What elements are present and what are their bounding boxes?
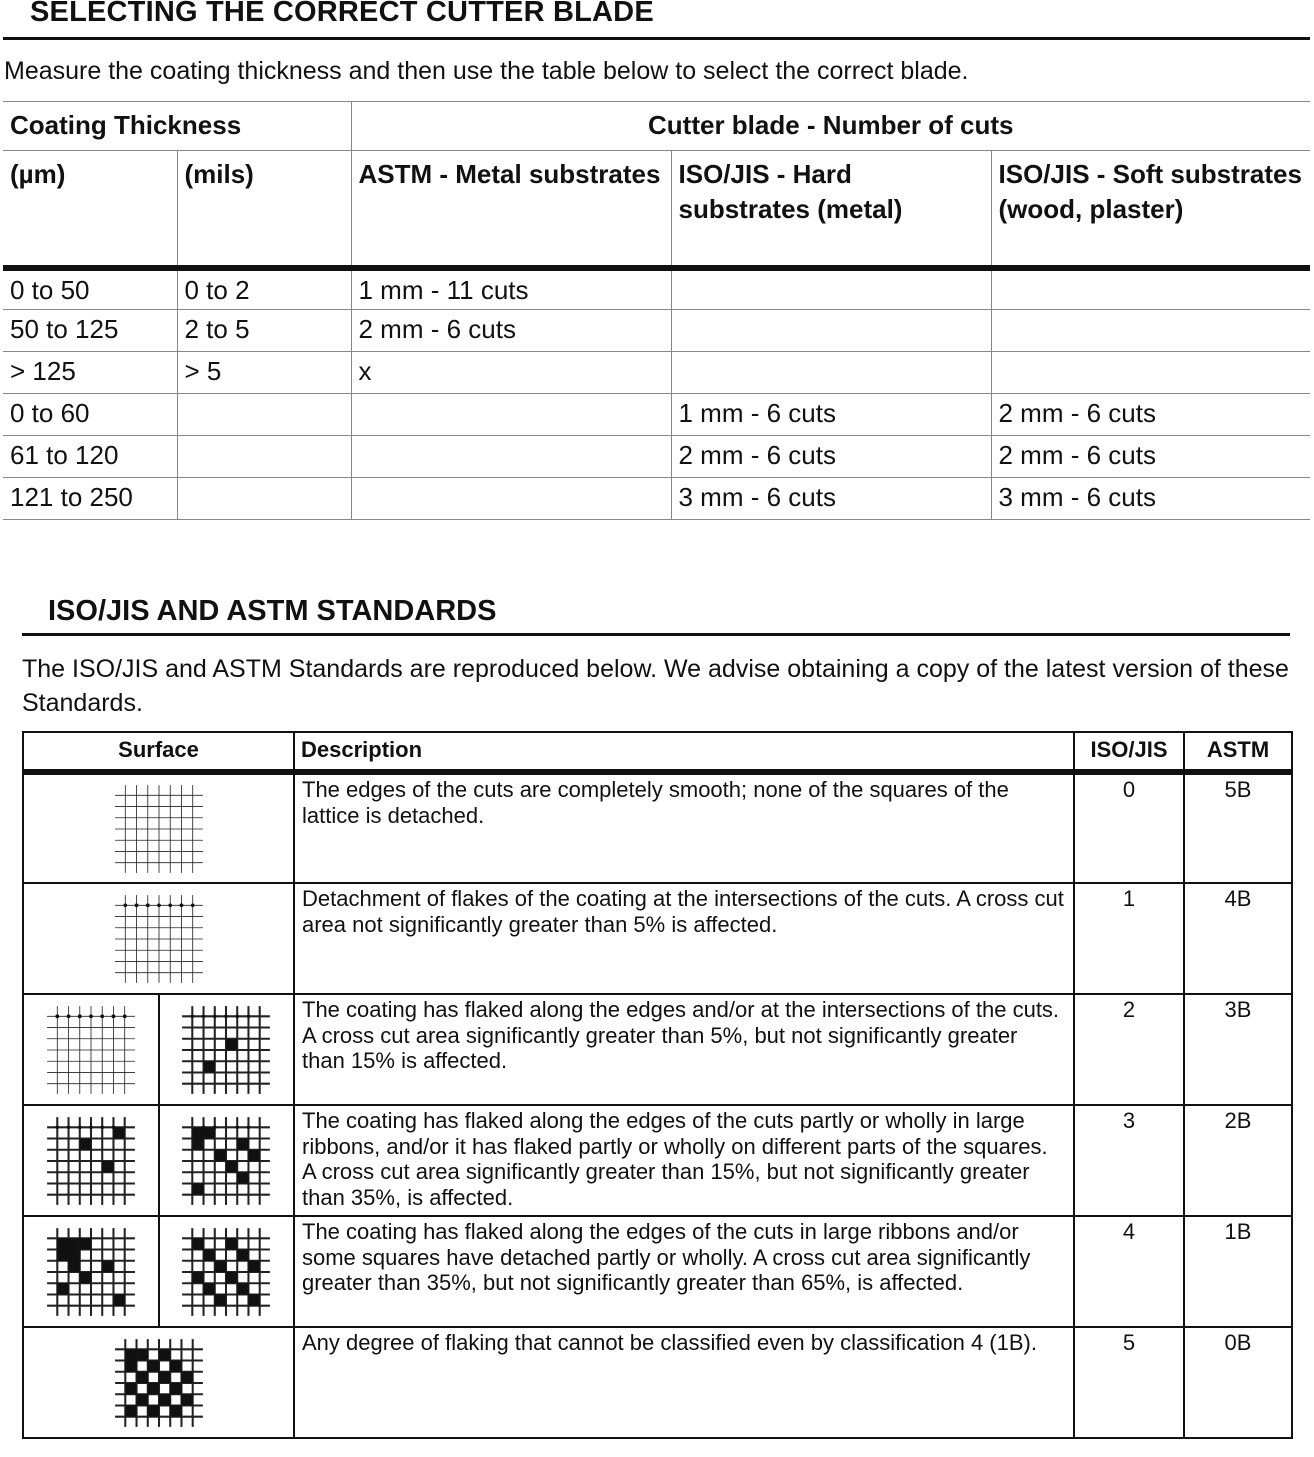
flaked-square <box>68 1249 79 1260</box>
table-row <box>23 1216 1292 1327</box>
table-row <box>3 310 1310 352</box>
flaked-square <box>57 1283 68 1294</box>
flaked-square <box>181 1371 192 1382</box>
flaked-square <box>68 1260 79 1271</box>
flake-dot <box>213 1014 217 1018</box>
table-cell <box>991 310 1310 352</box>
table-cell: 0 to 2 <box>177 268 351 310</box>
astm-cell: 4B <box>1184 883 1292 994</box>
table-cell <box>671 352 991 394</box>
flake-dot <box>213 1125 217 1129</box>
flake-dot <box>55 1014 59 1018</box>
astm-cell: 0B <box>1184 1327 1292 1438</box>
table-cell: 3 mm - 6 cuts <box>671 478 991 520</box>
table-cell <box>177 478 351 520</box>
description-cell: The coating has flaked along the edges of the cuts partly or wholly in large ribbons, and/or it has flaked partly or wholly on different parts of the squares. A cross cut area significantly greater than 15%, but not significantly greater than 35%, is affected. <box>294 1105 1074 1216</box>
flaked-square <box>125 1405 136 1416</box>
flaked-square <box>170 1383 181 1394</box>
col-header-mils: (mils) <box>177 151 351 268</box>
table-cell <box>177 436 351 478</box>
table-cell <box>351 394 671 436</box>
flake-dot <box>55 1125 59 1129</box>
flaked-square <box>193 1183 204 1194</box>
table-cell <box>351 478 671 520</box>
flake-dot <box>89 1014 93 1018</box>
flaked-square <box>193 1272 204 1283</box>
flake-dot <box>123 903 127 907</box>
table-row <box>23 772 1292 883</box>
flaked-square <box>80 1238 91 1249</box>
flaked-square <box>237 1249 248 1260</box>
flaked-square <box>226 1238 237 1249</box>
table-row <box>3 394 1310 436</box>
flake-dot <box>78 1125 82 1129</box>
flaked-square <box>159 1349 170 1360</box>
flake-dot <box>111 1125 115 1129</box>
cutter-blade-table <box>3 101 1310 520</box>
flake-dot <box>236 1125 240 1129</box>
lattice-clean-icon <box>111 781 207 877</box>
flake-dot <box>191 1014 195 1018</box>
surface-cell <box>23 883 294 994</box>
flaked-square <box>159 1371 170 1382</box>
table-cell <box>177 394 351 436</box>
astm-cell: 3B <box>1184 994 1292 1105</box>
col-header-iso-hard: ISO/JIS - Hard substrates (metal) <box>671 151 991 268</box>
table-cell <box>991 268 1310 310</box>
flaked-square <box>159 1394 170 1405</box>
table-cell: 0 to 50 <box>3 268 177 310</box>
surface-cell <box>23 1327 294 1438</box>
flaked-square <box>226 1038 237 1049</box>
surface-cell <box>23 1105 294 1216</box>
flaked-square <box>125 1383 136 1394</box>
col-header-description: Description <box>294 732 1074 772</box>
flaked-square <box>193 1238 204 1249</box>
flake-dot <box>179 903 183 907</box>
flake-dot <box>78 1014 82 1018</box>
astm-cell: 1B <box>1184 1216 1292 1327</box>
flake-dot <box>134 903 138 907</box>
surface-cell <box>23 772 294 883</box>
table-cell: 61 to 120 <box>3 436 177 478</box>
flaked-square <box>57 1249 68 1260</box>
table-cell: 2 mm - 6 cuts <box>991 436 1310 478</box>
table-cell: 1 mm - 11 cuts <box>351 268 671 310</box>
coating-thickness-header: Coating Thickness <box>3 102 351 151</box>
flake-dot <box>89 1125 93 1129</box>
description-cell: The coating has flaked along the edges and/or at the intersections of the cuts. A cross cut area significantly greater than 5%, but not significantly greater than 15% is affected. <box>294 994 1074 1105</box>
flaked-square <box>125 1360 136 1371</box>
flake-dot <box>168 903 172 907</box>
standards-divider <box>22 633 1290 636</box>
standards-header-row <box>23 732 1292 772</box>
flaked-square <box>249 1260 260 1271</box>
iso-cell: 2 <box>1074 994 1184 1105</box>
flaked-square <box>237 1138 248 1149</box>
flaked-square <box>125 1349 136 1360</box>
flake-dot <box>66 1014 70 1018</box>
flake-dot <box>236 1014 240 1018</box>
table-cell: 2 mm - 6 cuts <box>991 394 1310 436</box>
surface-cell <box>23 994 294 1105</box>
flake-dot <box>66 1125 70 1129</box>
flaked-square <box>80 1138 91 1149</box>
flaked-square <box>215 1149 226 1160</box>
description-cell: The edges of the cuts are completely smooth; none of the squares of the lattice is detached. <box>294 772 1074 883</box>
iso-cell: 4 <box>1074 1216 1184 1327</box>
flaked-square <box>136 1394 147 1405</box>
flaked-square <box>204 1249 215 1260</box>
flaked-square <box>215 1260 226 1271</box>
table-row <box>3 436 1310 478</box>
surface-cell <box>23 1216 294 1327</box>
flaked-square <box>147 1405 158 1416</box>
flaked-square <box>80 1272 91 1283</box>
description-cell: Any degree of flaking that cannot be classified even by classification 4 (1B). <box>294 1327 1074 1438</box>
table-cell <box>671 268 991 310</box>
flaked-square <box>237 1172 248 1183</box>
cutter-blade-header: Cutter blade - Number of cuts <box>351 102 1310 151</box>
astm-cell: 2B <box>1184 1105 1292 1216</box>
flake-dot <box>111 1014 115 1018</box>
table-cell: 0 to 60 <box>3 394 177 436</box>
col-header-iso-jis: ISO/JIS <box>1074 732 1184 772</box>
table-cell: 1 mm - 6 cuts <box>671 394 991 436</box>
flake-dot <box>224 1014 228 1018</box>
table-cell <box>351 436 671 478</box>
lattice-detached-squares-icon <box>178 1224 274 1320</box>
table-row <box>23 1327 1292 1438</box>
section-title-cutter-blade: SELECTING THE CORRECT CUTTER BLADE <box>30 0 654 28</box>
flaked-square <box>136 1349 147 1360</box>
lattice-severe-flaking-icon <box>111 1335 207 1431</box>
table-row <box>3 478 1310 520</box>
standards-intro: The ISO/JIS and ASTM Standards are reproduced below. We advise obtaining a copy of the latest version of these Standards. <box>22 655 1289 717</box>
flaked-square <box>249 1294 260 1305</box>
flaked-square <box>204 1061 215 1072</box>
table-cell <box>671 310 991 352</box>
cutter-blade-intro: Measure the coating thickness and then use the table below to select the correct blade. <box>4 57 969 85</box>
flaked-square <box>226 1161 237 1172</box>
description-cell: The coating has flaked along the edges of the cuts in large ribbons and/or some squares have detached partly or wholly. A cross cut area significantly greater than 35%, but not significantly greater than 65%, is affected. <box>294 1216 1074 1327</box>
table-row <box>23 1105 1292 1216</box>
flaked-square <box>102 1161 113 1172</box>
lattice-partial-squares-icon <box>178 1113 274 1209</box>
astm-cell: 5B <box>1184 772 1292 883</box>
col-header-um: (µm) <box>3 151 177 268</box>
flaked-square <box>226 1272 237 1283</box>
iso-cell: 3 <box>1074 1105 1184 1216</box>
col-header-astm: ASTM <box>1184 732 1292 772</box>
flake-dot <box>157 903 161 907</box>
col-header-surface: Surface <box>23 732 294 772</box>
flake-dot <box>145 903 149 907</box>
flaked-square <box>68 1238 79 1249</box>
flaked-square <box>102 1260 113 1271</box>
lattice-heavy-flaking-icon <box>43 1224 139 1320</box>
flake-dot <box>202 1125 206 1129</box>
flaked-square <box>147 1360 158 1371</box>
blade-group-header-row <box>3 102 1310 151</box>
flake-dot <box>100 1125 104 1129</box>
table-row <box>3 268 1310 310</box>
flaked-square <box>237 1283 248 1294</box>
lattice-ribbon-flaking-icon <box>43 1113 139 1209</box>
flake-dot <box>202 1014 206 1018</box>
flaked-square <box>136 1371 147 1382</box>
flake-dot <box>247 1014 251 1018</box>
table-row <box>3 352 1310 394</box>
flaked-square <box>215 1294 226 1305</box>
iso-cell: 0 <box>1074 772 1184 883</box>
flaked-square <box>193 1127 204 1138</box>
flaked-square <box>170 1405 181 1416</box>
lattice-edge-flaking-icon <box>43 1002 139 1098</box>
flaked-square <box>57 1238 68 1249</box>
table-row <box>23 994 1292 1105</box>
flake-dot <box>100 1014 104 1018</box>
col-header-astm-metal: ASTM - Metal substrates <box>351 151 671 268</box>
table-cell: > 125 <box>3 352 177 394</box>
table-cell: 2 mm - 6 cuts <box>671 436 991 478</box>
flake-dot <box>190 903 194 907</box>
table-cell: > 5 <box>177 352 351 394</box>
col-header-iso-soft: ISO/JIS - Soft substrates (wood, plaster) <box>991 151 1310 268</box>
table-cell: 50 to 125 <box>3 310 177 352</box>
table-cell: 3 mm - 6 cuts <box>991 478 1310 520</box>
flaked-square <box>249 1149 260 1160</box>
flake-dot <box>247 1125 251 1129</box>
standards-table <box>22 731 1293 1439</box>
table-cell: 2 mm - 6 cuts <box>351 310 671 352</box>
title-divider <box>3 37 1310 40</box>
table-cell: 121 to 250 <box>3 478 177 520</box>
lattice-boxed-flaking-icon <box>178 1002 274 1098</box>
lattice-minor-flaking-icon <box>111 891 207 987</box>
flaked-square <box>181 1394 192 1405</box>
table-row <box>23 883 1292 994</box>
flaked-square <box>204 1127 215 1138</box>
flaked-square <box>113 1127 124 1138</box>
flaked-square <box>170 1360 181 1371</box>
blade-column-header-row <box>3 151 1310 268</box>
flaked-square <box>147 1383 158 1394</box>
flake-dot <box>123 1014 127 1018</box>
iso-cell: 1 <box>1074 883 1184 994</box>
table-cell: x <box>351 352 671 394</box>
table-cell <box>991 352 1310 394</box>
flaked-square <box>113 1294 124 1305</box>
section-title-standards: ISO/JIS AND ASTM STANDARDS <box>48 595 497 627</box>
description-cell: Detachment of flakes of the coating at the intersections of the cuts. A cross cut area not significantly greater than 5% is affected. <box>294 883 1074 994</box>
flaked-square <box>204 1283 215 1294</box>
iso-cell: 5 <box>1074 1327 1184 1438</box>
table-cell: 2 to 5 <box>177 310 351 352</box>
flaked-square <box>193 1138 204 1149</box>
